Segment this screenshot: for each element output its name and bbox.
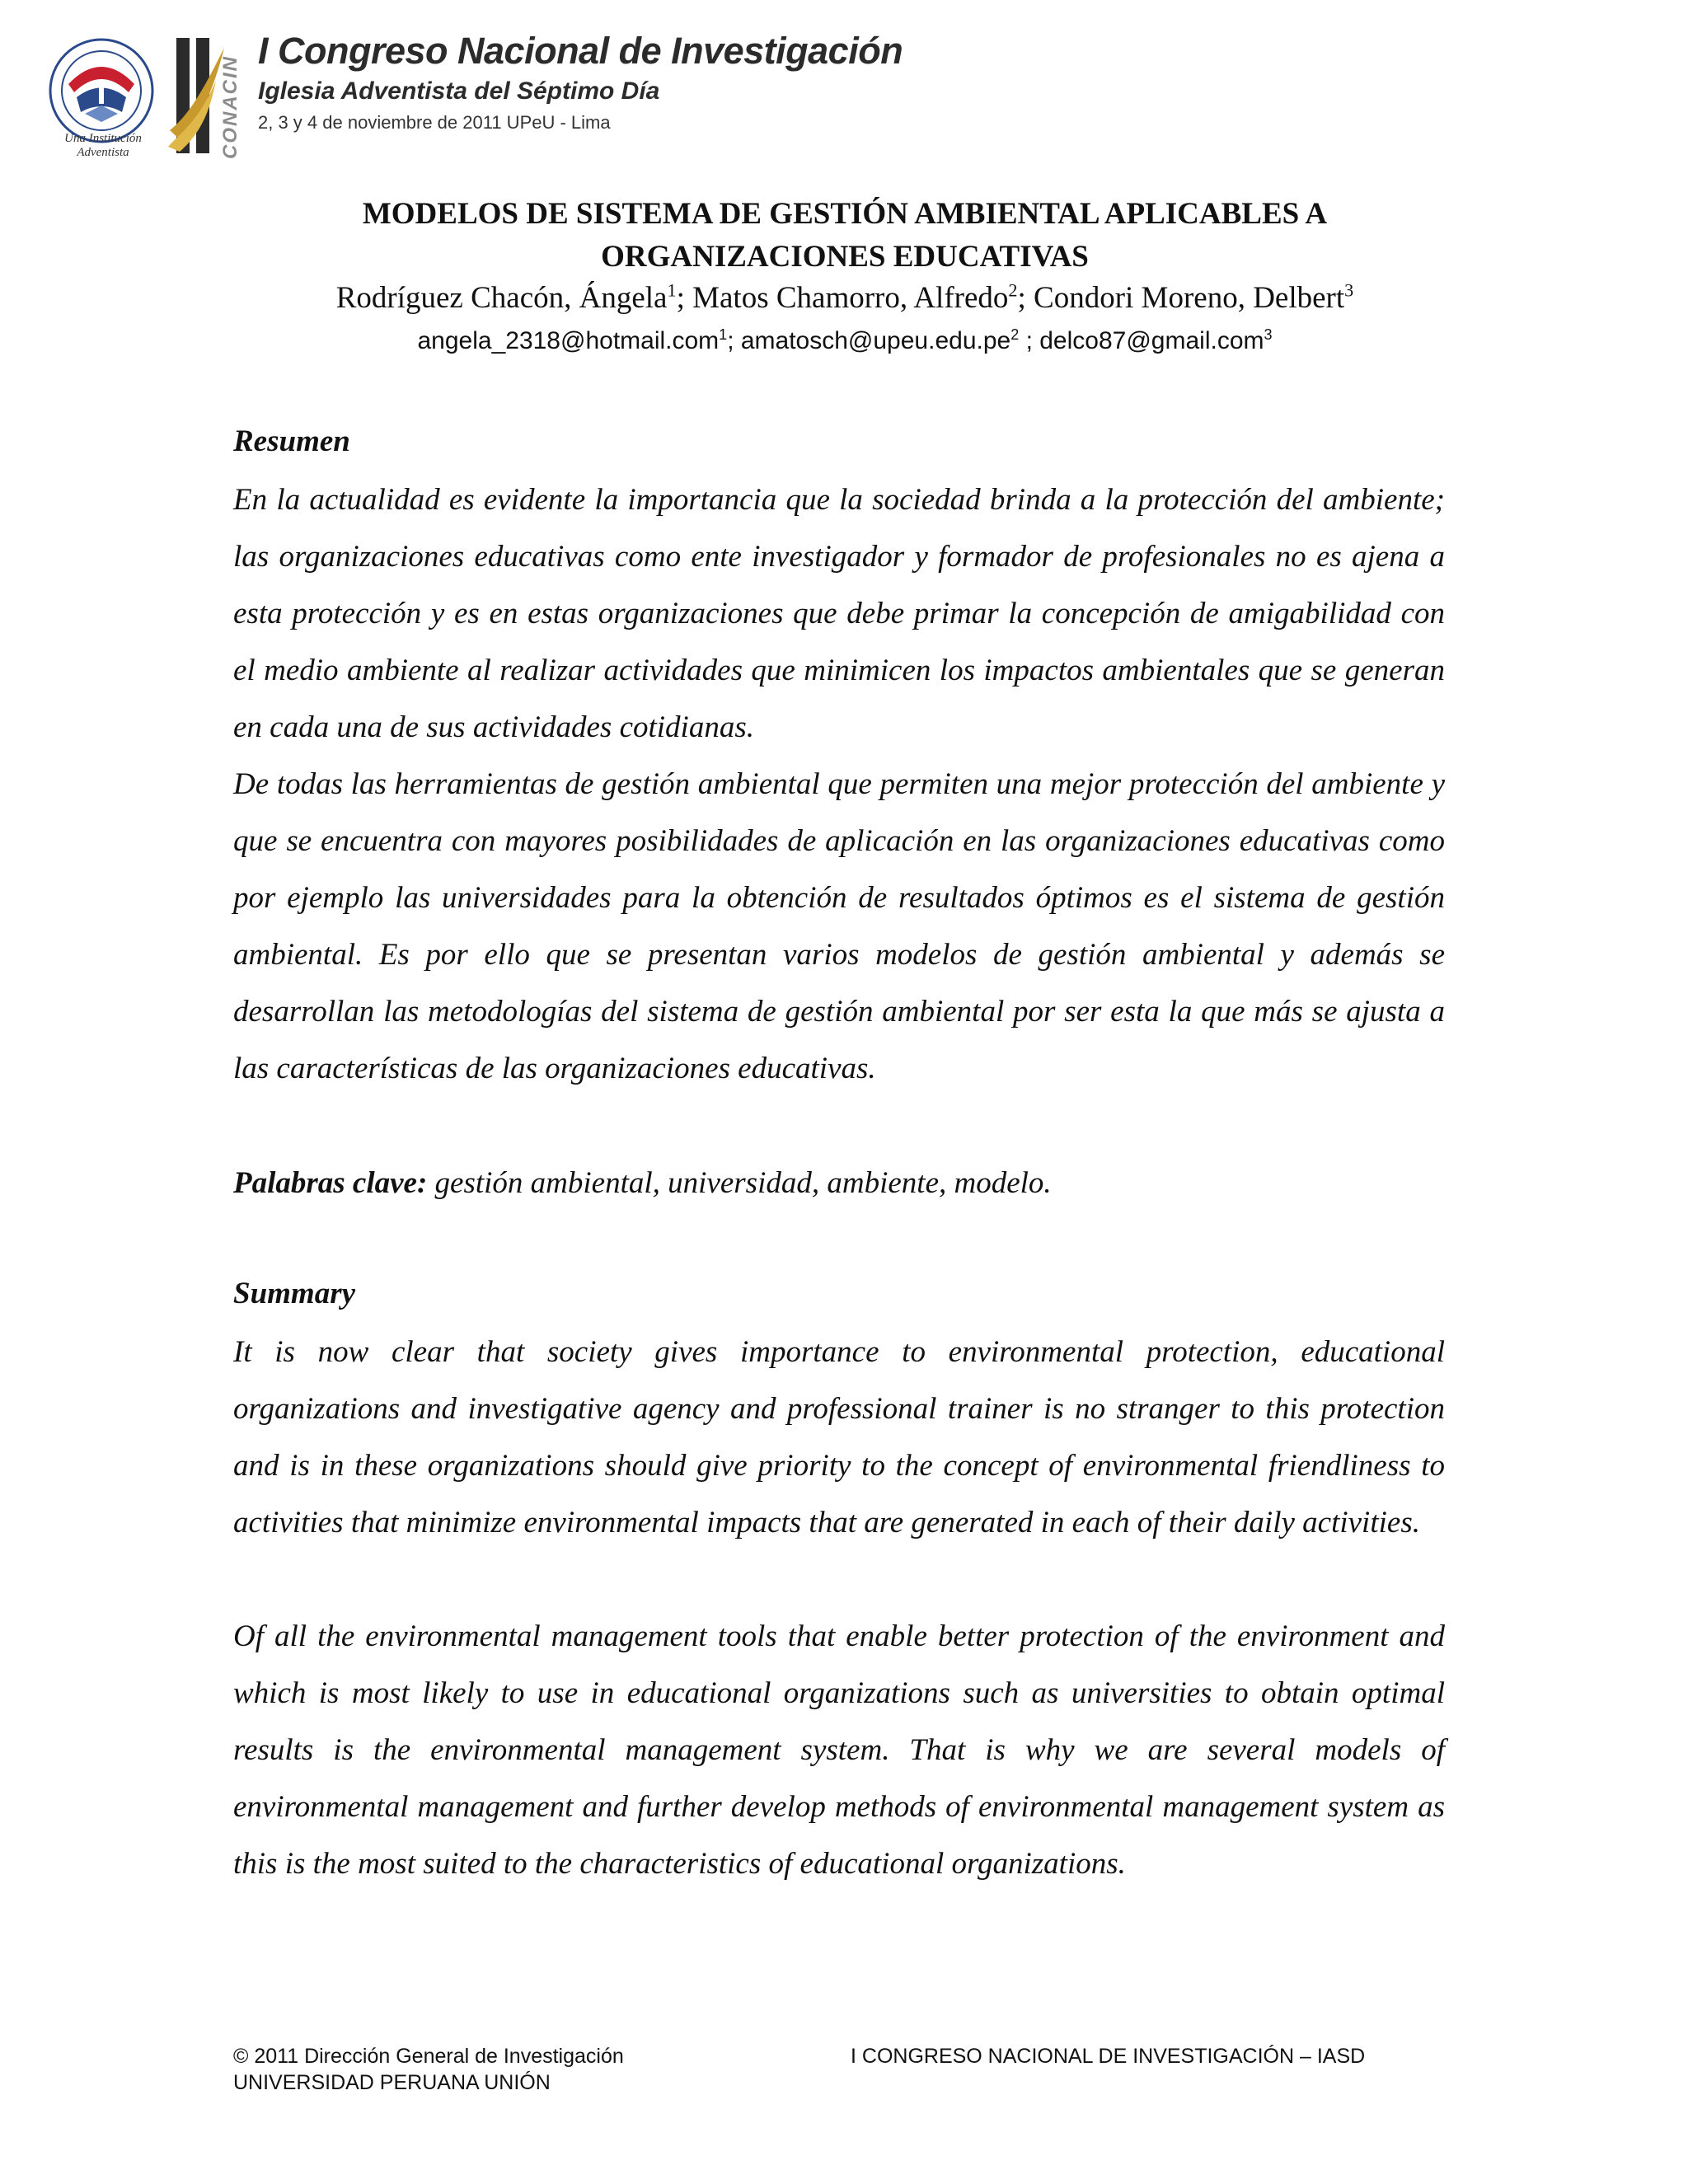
author-affiliation-mark: 3 <box>1344 279 1354 301</box>
author-name: Rodríguez Chacón, Ángela <box>335 281 668 315</box>
resumen-heading: Resumen <box>233 424 350 458</box>
author-list <box>206 278 1484 319</box>
summary-paragraph: Of all the environmental management tools that enable better protection of the environment and which is most likely to use in educational organizations such as universities to obtain optimal results is the environmental management system. That is why we are several models of environmental management and further develop methods of environmental management system as this is the most suited to the characteristics of educational organizations. <box>233 1619 1445 1881</box>
author-email: delco87@gmail.com <box>1039 327 1264 354</box>
conference-date: 2, 3 y 4 de noviembre de 2011 UPeU - Lima <box>258 112 611 133</box>
author-name: Matos Chamorro, Alfredo <box>692 281 1009 315</box>
email-separator: ; <box>727 327 741 354</box>
keywords-label: Palabras clave: <box>233 1166 428 1200</box>
paper-title-line: ORGANIZACIONES EDUCATIVAS <box>601 240 1089 274</box>
author-affiliation-mark: 1 <box>667 279 677 301</box>
footer-copyright-line: © 2011 Dirección General de Investigación <box>233 2045 624 2068</box>
keywords-text: gestión ambiental, universidad, ambiente, modelo. <box>427 1166 1052 1200</box>
summary-heading: Summary <box>233 1277 356 1310</box>
summary-paragraph: It is now clear that society gives importance to environmental protection, educational organizations and investigative agency and professional trainer is no stranger to this protection and is in these organizations should give priority to the concept of environmental friendliness to activities that minimize environmental impacts that are generated in each of their daily activities. <box>233 1335 1445 1540</box>
email-mark: 2 <box>1010 326 1020 343</box>
conacin-wordmark: CONACIN <box>219 55 241 159</box>
author-separator: ; <box>676 281 693 315</box>
paper-title <box>206 193 1484 279</box>
paper-title-line: MODELOS DE SISTEMA DE GESTIÓN AMBIENTAL APLICABLES A <box>362 197 1328 231</box>
resumen-paragraph: De todas las herramientas de gestión ambiental que permiten una mejor protección del ambiente y que se encuentra con mayores posibilidades de aplicación en las organizaciones educativas como por ejemplo las universidades para la obtención de resultados óptimos es el sistema de gestión ambiental. Es por ello que se presentan varios modelos de gestión ambiental y además se desarrollan las metodologías del sistema de gestión ambiental por ser esta la que más se ajusta a las características de las organizaciones educativas. <box>233 767 1445 1085</box>
author-separator: ; <box>1017 281 1034 315</box>
email-mark: 1 <box>719 326 728 343</box>
resumen-paragraph: En la actualidad es evidente la importancia que la sociedad brinda a la protección del ambiente; las organizaciones educativas como ente investigador y formador de profesionales no es ajena a esta protección y es en estas organizaciones que debe primar la concepción de amigabilidad con el medio ambiente al realizar actividades que minimicen los impactos ambientales que se generan en cada una de sus actividades cotidianas. <box>233 483 1445 744</box>
email-mark: 3 <box>1264 326 1273 343</box>
email-separator: ; <box>1019 327 1040 354</box>
conference-subtitle: Iglesia Adventista del Séptimo Día <box>258 77 660 105</box>
footer-copyright <box>233 2043 624 2096</box>
author-email: angela_2318@hotmail.com <box>417 327 720 354</box>
keywords-line <box>233 1155 1445 1212</box>
footer-university: UNIVERSIDAD PERUANA UNIÓN <box>233 2071 551 2094</box>
author-emails <box>206 327 1484 355</box>
seal-caption: Una Institución Adventista <box>64 132 142 159</box>
footer-conference: I CONGRESO NACIONAL DE INVESTIGACIÓN – IASD <box>851 2045 1366 2068</box>
author-email: amatosch@upeu.edu.pe <box>740 327 1011 354</box>
conference-header <box>33 25 1022 157</box>
conference-title: I Congreso Nacional de Investigación <box>258 30 903 72</box>
author-affiliation-mark: 2 <box>1008 279 1018 301</box>
author-name: Condori Moreno, Delbert <box>1034 281 1345 315</box>
